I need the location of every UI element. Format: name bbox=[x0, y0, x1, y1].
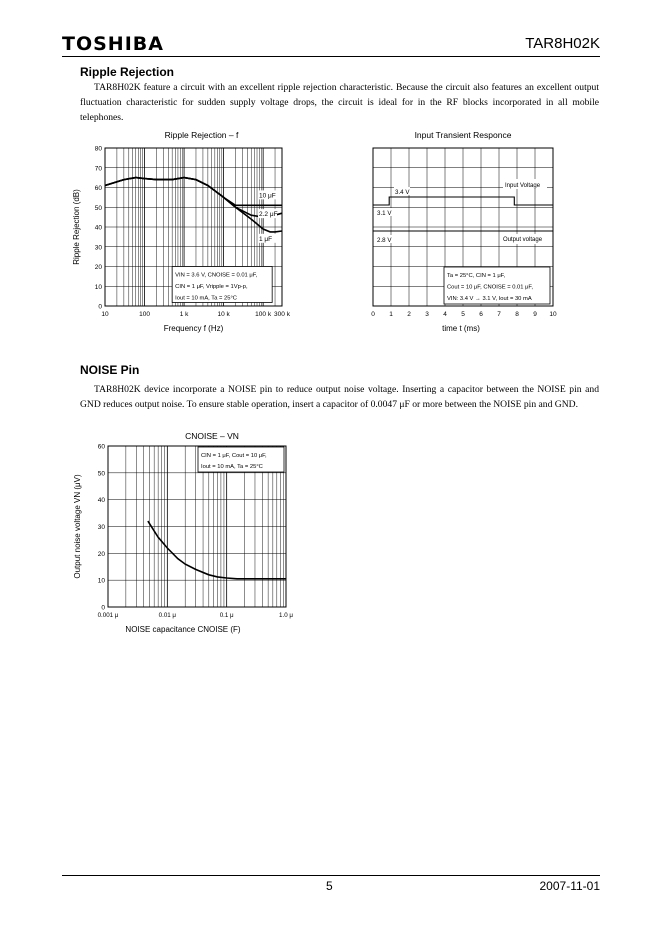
noise-section-body: TAR8H02K device incorporate a NOISE pin to reduce output noise voltage. Inserting a capacitor between the NOISE pin and GND reduces output noise. To ensure stable operation, insert a capacitor of 0.0047 μF or more between the NOISE pin and GND. bbox=[80, 384, 599, 410]
condition-text: Ta = 25°C, CIN = 1 μF, bbox=[447, 273, 506, 279]
footer-date: 2007-11-01 bbox=[539, 879, 600, 893]
x-tick-label: 1 k bbox=[179, 311, 189, 318]
series-label: 2.2 μF bbox=[259, 211, 278, 219]
y-tick-label: 70 bbox=[94, 165, 102, 173]
y-tick-label: 30 bbox=[94, 244, 102, 252]
x-tick-label: 100 bbox=[139, 311, 150, 318]
y-tick-label: 20 bbox=[97, 550, 105, 558]
y-tick-label: 10 bbox=[97, 577, 105, 585]
y-tick-label: 50 bbox=[97, 470, 105, 478]
x-tick-label: 100 k bbox=[255, 311, 272, 318]
noise-voltage-chart bbox=[62, 425, 312, 645]
noise-section-title: NOISE Pin bbox=[80, 363, 140, 377]
output-level-label: 2.8 V bbox=[377, 237, 392, 244]
x-tick-label: 10 bbox=[549, 311, 557, 318]
x-tick-label: 3 bbox=[425, 311, 429, 318]
x-tick-label: 300 k bbox=[274, 311, 290, 318]
series-label-output: Output voltage bbox=[503, 237, 543, 243]
y-tick-label: 60 bbox=[94, 185, 102, 192]
y-tick-label: 30 bbox=[97, 524, 105, 531]
page-number: 5 bbox=[326, 879, 333, 893]
ripple-rejection-chart bbox=[62, 124, 302, 344]
input-high-label: 3.4 V bbox=[395, 189, 410, 196]
chart-title: Input Transient Responce bbox=[414, 130, 512, 140]
y-tick-label: 20 bbox=[94, 264, 102, 271]
document-number: TAR8H02K bbox=[525, 35, 600, 52]
x-tick-label: 5 bbox=[461, 311, 465, 318]
x-axis-label: Frequency f (Hz) bbox=[163, 324, 224, 333]
condition-text: VIN = 3.6 V, CNOISE = 0.01 μF, bbox=[175, 272, 258, 279]
y-tick-label: 40 bbox=[94, 224, 102, 232]
series-line-0 bbox=[105, 178, 282, 206]
x-axis-label: NOISE capacitance CNOISE (F) bbox=[125, 625, 241, 634]
x-tick-label: 0.1 μ bbox=[219, 612, 234, 619]
series-label-input: Input Voltage bbox=[505, 183, 541, 189]
ripple-section-title: Ripple Rejection bbox=[80, 65, 175, 79]
ripple-section-body: TAR8H02K feature a circuit with an excellent ripple rejection characteristic. Because the circuit also features an excellent output fluctuation characteristic for sudden supply voltage drops, the circuit is ideal for in the RF blocks incorporated in all mobile telephones. bbox=[80, 82, 599, 123]
y-tick-label: 80 bbox=[94, 145, 102, 153]
x-tick-label: 6 bbox=[479, 311, 483, 318]
condition-text: Iout = 10 mA, Ta = 25°C bbox=[201, 464, 263, 470]
x-tick-label: 4 bbox=[443, 311, 447, 318]
x-tick-label: 1.0 μ bbox=[279, 612, 293, 619]
y-axis-label: Output noise voltage VN (μV) bbox=[73, 474, 82, 579]
chart-title: Ripple Rejection – f bbox=[164, 130, 239, 140]
series-label: 1 μF bbox=[259, 235, 273, 243]
y-tick-label: 10 bbox=[94, 283, 102, 291]
x-tick-label: 0.001 μ bbox=[97, 612, 119, 619]
x-tick-label: 10 k bbox=[217, 311, 230, 318]
x-axis-label: time t (ms) bbox=[442, 324, 480, 333]
condition-text: VIN: 3.4 V → 3.1 V, Iout = 30 mA bbox=[447, 296, 532, 302]
input-transient-chart bbox=[355, 124, 575, 344]
footer-rule bbox=[62, 875, 600, 876]
y-tick-label: 0 bbox=[98, 303, 102, 311]
y-tick-label: 0 bbox=[101, 604, 105, 612]
header-rule bbox=[62, 56, 600, 57]
y-axis-label: Ripple Rejection (dB) bbox=[72, 189, 81, 265]
series-line-1 bbox=[105, 178, 282, 218]
series-line bbox=[148, 521, 286, 579]
x-tick-label: 0.01 μ bbox=[158, 612, 176, 619]
x-tick-label: 9 bbox=[533, 311, 537, 318]
toshiba-logo: TOSHIBA bbox=[62, 33, 164, 55]
condition-text: Iout = 10 mA, Ta = 25°C bbox=[175, 295, 237, 302]
x-tick-label: 10 bbox=[101, 311, 109, 318]
x-tick-label: 0 bbox=[371, 311, 375, 318]
y-tick-label: 60 bbox=[97, 443, 105, 451]
condition-text: Cout = 10 μF, CNOISE = 0.01 μF, bbox=[447, 284, 533, 291]
chart-title: CNOISE – VN bbox=[185, 431, 239, 441]
condition-text: CIN = 1 μF, Vripple = 1Vp‑p, bbox=[175, 284, 248, 290]
condition-text: CIN = 1 μF, Cout = 10 μF, bbox=[201, 453, 267, 459]
x-tick-label: 2 bbox=[407, 311, 411, 318]
x-tick-label: 7 bbox=[497, 311, 501, 318]
y-tick-label: 40 bbox=[97, 497, 105, 505]
input-low-label: 3.1 V bbox=[377, 210, 392, 217]
series-label: 10 μF bbox=[259, 192, 276, 200]
x-tick-label: 1 bbox=[389, 311, 393, 318]
y-tick-label: 50 bbox=[94, 204, 102, 212]
x-tick-label: 8 bbox=[515, 311, 519, 318]
